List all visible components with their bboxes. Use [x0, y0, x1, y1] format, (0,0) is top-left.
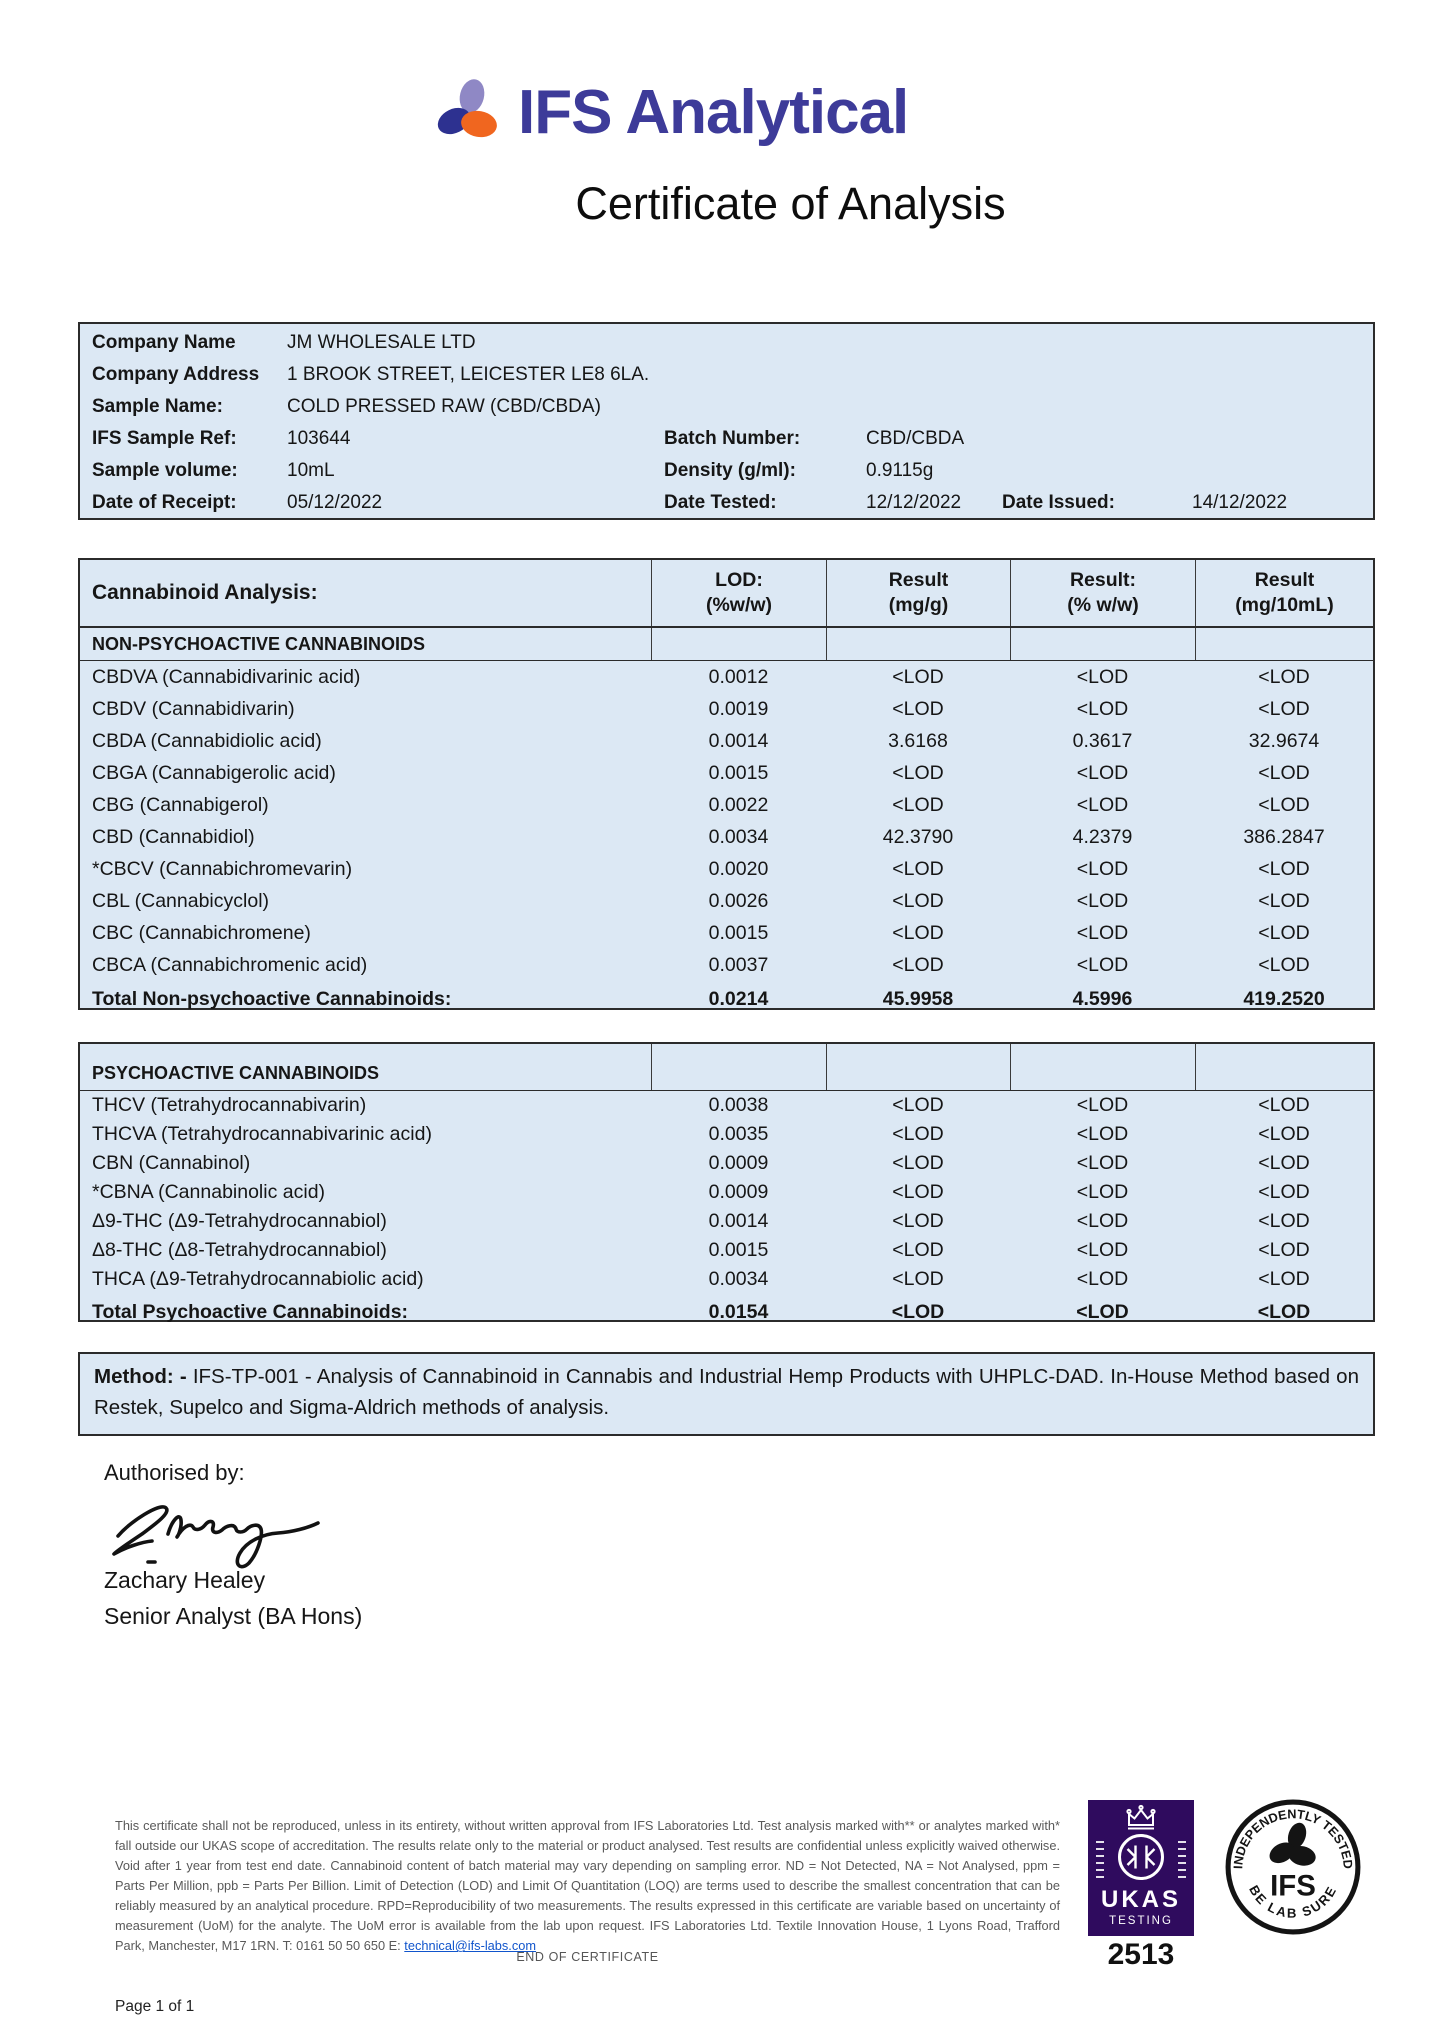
result-mg-g: <LOD: [892, 761, 944, 784]
result-mg-g: <LOD: [892, 1239, 944, 1261]
lod-value: 0.0015: [708, 921, 769, 944]
company-name-label: Company Name: [92, 332, 236, 353]
date-issued-label: Date Issued:: [1002, 492, 1115, 513]
legal-text: This certificate shall not be reproduced, unless in its entirety, without written approval from IFS Laboratories Ltd. Test analysis marked with** or analytes marked with* fall outside our UKAS scope of accreditation. The results relate only to the material or product analysed. Test results are confidential unless explicitly waived otherwise. Void after 1 year from test end date. Cannabinoid content of batch material may vary depending on sampling error. ND = Not Detected, NA = Not Analysed, ppm = Parts Per Million, ppb = Parts Per Billion. Limit of Detection (LOD) and Limit Of Quantitation (LOQ) are terms used to describe the smallest concentration that can be reliably measured by an analytical procedure. RPD=Reproducibility of two measurements. The results expressed in this certificate are variable based on uncertainty of measurement (UoM) for the analyte. The UoM error is available from the lab upon request. IFS Laboratories Ltd. Textile Innovation House, 1 Lyons Road, Trafford Park, Manchester, M17 1RN. T: 0161 50 50 650 E: technical@ifs-labs.com: [115, 1817, 1060, 1954]
table-row: [80, 1149, 1373, 1178]
psychoactive-table: [78, 1042, 1375, 1322]
result-mg-10ml: <LOD: [1258, 889, 1310, 912]
info-row-dates: [80, 487, 1373, 519]
company-name-value: JM WHOLESALE LTD: [287, 332, 476, 353]
lod-value: 0.0019: [708, 697, 769, 720]
sample-name-label: Sample Name:: [92, 396, 223, 417]
table-row: [80, 661, 1373, 693]
result-mg-g: <LOD: [892, 1094, 944, 1116]
total-mg-10ml: 419.2520: [1243, 987, 1325, 1010]
svg-text:UKAS: UKAS: [1100, 1886, 1182, 1913]
result-mg-g: <LOD: [892, 1152, 944, 1174]
sample-volume-value: 10mL: [287, 460, 335, 481]
result-mg-g: 3.6168: [888, 729, 948, 752]
table-row: [80, 1091, 1373, 1120]
lod-value: 0.0015: [708, 1239, 769, 1261]
non-psychoactive-section-title: NON-PSYCHOACTIVE CANNABINOIDS: [92, 633, 426, 654]
table-row: [80, 821, 1373, 853]
lod-value: 0.0038: [708, 1094, 769, 1116]
svg-text:BE LAB SURE: BE LAB SURE: [1246, 1882, 1340, 1921]
result-mg-10ml: <LOD: [1258, 1152, 1310, 1174]
total-label: Total Psychoactive Cannabinoids:: [92, 1300, 409, 1323]
date-issued-value: 14/12/2022: [1192, 492, 1288, 513]
total-pct: <LOD: [1076, 1300, 1129, 1323]
result-pct: <LOD: [1076, 761, 1129, 784]
cannabinoid-name: Δ9-THC (Δ9-Tetrahydrocannabiol): [92, 1210, 387, 1232]
non-psychoactive-section-row: [80, 628, 1373, 661]
result-pct-column-header: Result: (% w/w): [1010, 560, 1195, 626]
lod-value: 0.0014: [708, 729, 769, 752]
analysis-table-header: [80, 560, 1373, 628]
result-mg-g: <LOD: [892, 1268, 944, 1290]
total-mg-g: <LOD: [891, 1300, 945, 1323]
info-row-company-address: [80, 359, 1373, 391]
result-pct: <LOD: [1076, 665, 1129, 688]
ukas-accreditation-number: 2513: [1107, 1938, 1175, 1971]
ifs-sample-ref-label: IFS Sample Ref:: [92, 428, 237, 449]
brand-logo-text: IFS Analytical: [518, 78, 909, 147]
analyst-role: Senior Analyst (BA Hons): [104, 1603, 363, 1629]
lod-value: 0.0012: [708, 665, 769, 688]
result-pct: <LOD: [1076, 953, 1129, 976]
analysis-header-title: Cannabinoid Analysis:: [92, 581, 318, 605]
result-mg-g: 42.3790: [882, 825, 954, 848]
date-tested-value: 12/12/2022: [866, 492, 962, 513]
lod-value: 0.0034: [708, 825, 769, 848]
result-mg-10ml: <LOD: [1258, 761, 1310, 784]
cannabinoid-name: CBG (Cannabigerol): [92, 793, 269, 816]
cannabinoid-analysis-table: [78, 558, 1375, 1010]
table-row: [80, 949, 1373, 981]
info-row-sample-ref: [80, 423, 1373, 455]
table-row: [80, 725, 1373, 757]
cannabinoid-name: CBGA (Cannabigerolic acid): [92, 761, 336, 784]
total-row: [80, 981, 1373, 1017]
method-label: Method: -: [94, 1365, 187, 1388]
authorised-by-label: Authorised by:: [104, 1460, 245, 1485]
cannabinoid-name: THCV (Tetrahydrocannabivarin): [92, 1094, 367, 1116]
lod-value: 0.0035: [708, 1123, 769, 1145]
lod-value: 0.0037: [708, 953, 769, 976]
table-row: [80, 1236, 1373, 1265]
ifs-trefoil-icon: [430, 74, 506, 151]
result-pct: 4.2379: [1072, 825, 1133, 848]
result-mg-g: <LOD: [892, 857, 944, 880]
result-mg-10ml: <LOD: [1258, 857, 1310, 880]
ukas-logo: [1088, 1800, 1194, 1941]
table-row: [80, 1178, 1373, 1207]
result-mg-g: <LOD: [892, 1123, 944, 1145]
result-mg-g: <LOD: [892, 1181, 944, 1203]
result-pct: <LOD: [1076, 1123, 1129, 1145]
cannabinoid-name: CBCA (Cannabichromenic acid): [92, 953, 368, 976]
result-mg-10ml: <LOD: [1258, 1210, 1310, 1232]
date-of-receipt-value: 05/12/2022: [287, 492, 383, 513]
result-mg-g: <LOD: [892, 889, 944, 912]
company-address-label: Company Address: [92, 364, 260, 385]
total-mg-g: 45.9958: [882, 987, 954, 1010]
lod-value: 0.0009: [708, 1181, 769, 1203]
result-mg-10ml: 32.9674: [1248, 729, 1320, 752]
result-pct: <LOD: [1076, 857, 1129, 880]
result-pct: <LOD: [1076, 1268, 1129, 1290]
table-row: [80, 693, 1373, 725]
result-mg-10ml: <LOD: [1258, 1239, 1310, 1261]
psychoactive-section-title: PSYCHOACTIVE CANNABINOIDS: [92, 1063, 380, 1083]
result-mg-g-column-header: Result (mg/g): [826, 560, 1010, 626]
total-lod: 0.0214: [708, 987, 769, 1010]
lod-value: 0.0022: [708, 793, 769, 816]
result-pct: <LOD: [1076, 1094, 1129, 1116]
cannabinoid-name: CBDVA (Cannabidivarinic acid): [92, 665, 361, 688]
info-row-sample-name: [80, 391, 1373, 423]
cannabinoid-name: THCA (Δ9-Tetrahydrocannabiolic acid): [92, 1268, 424, 1290]
cannabinoid-name: Δ8-THC (Δ8-Tetrahydrocannabiol): [92, 1239, 387, 1261]
total-row: [80, 1294, 1373, 1330]
lod-value: 0.0026: [708, 889, 769, 912]
result-mg-10ml: <LOD: [1258, 953, 1310, 976]
ifs-sample-ref-value: 103644: [287, 428, 351, 449]
lod-value: 0.0020: [708, 857, 769, 880]
result-mg-10ml: <LOD: [1258, 793, 1310, 816]
sample-name-value: COLD PRESSED RAW (CBD/CBDA): [287, 396, 601, 417]
result-pct: <LOD: [1076, 793, 1129, 816]
result-mg-g: <LOD: [892, 1210, 944, 1232]
table-row: [80, 1120, 1373, 1149]
svg-text:TESTING: TESTING: [1109, 1915, 1173, 1927]
info-row-sample-volume: [80, 455, 1373, 487]
lod-column-header: LOD: (%w/w): [651, 560, 826, 626]
date-tested-label: Date Tested:: [664, 492, 777, 513]
result-mg-10ml-column-header: Result (mg/10mL): [1195, 560, 1373, 626]
psychoactive-table-top-strip: [80, 1044, 1373, 1057]
signature-image: [108, 1490, 338, 1579]
result-mg-10ml: <LOD: [1258, 1094, 1310, 1116]
cannabinoid-name: CBL (Cannabicyclol): [92, 889, 270, 912]
result-mg-g: <LOD: [892, 665, 944, 688]
certificate-title: Certificate of Analysis: [575, 178, 1006, 229]
cannabinoid-name: CBD (Cannabidiol): [92, 825, 255, 848]
info-row-company-name: [80, 327, 1373, 359]
table-row: [80, 885, 1373, 917]
table-row: [80, 917, 1373, 949]
result-pct: <LOD: [1076, 697, 1129, 720]
svg-text:INDEPENDENTLY TESTED: INDEPENDENTLY TESTED: [1231, 1807, 1355, 1870]
result-mg-10ml: <LOD: [1258, 1181, 1310, 1203]
result-pct: <LOD: [1076, 921, 1129, 944]
result-mg-g: <LOD: [892, 697, 944, 720]
ifs-seal: [1222, 1796, 1364, 1943]
result-pct: <LOD: [1076, 1239, 1129, 1261]
lod-value: 0.0015: [708, 761, 769, 784]
cannabinoid-name: CBN (Cannabinol): [92, 1152, 251, 1174]
email-link[interactable]: technical@ifs-labs.com: [404, 1938, 537, 1954]
result-pct: <LOD: [1076, 1210, 1129, 1232]
psychoactive-section-row: [80, 1057, 1373, 1091]
density-value: 0.9115g: [866, 460, 934, 481]
cannabinoid-name: *CBCV (Cannabichromevarin): [92, 857, 353, 880]
result-pct: <LOD: [1076, 1152, 1129, 1174]
end-of-certificate-label: END OF CERTIFICATE: [516, 1950, 659, 1964]
method-box: [78, 1352, 1375, 1436]
date-of-receipt-label: Date of Receipt:: [92, 492, 237, 513]
lod-value: 0.0034: [708, 1268, 769, 1290]
result-pct: <LOD: [1076, 1181, 1129, 1203]
lod-value: 0.0009: [708, 1152, 769, 1174]
result-mg-10ml: <LOD: [1258, 1123, 1310, 1145]
page-number: Page 1 of 1: [115, 1998, 195, 2015]
table-row: [80, 853, 1373, 885]
table-row: [80, 1265, 1373, 1294]
sample-volume-label: Sample volume:: [92, 460, 238, 481]
svg-text:IFS: IFS: [1270, 1869, 1316, 1903]
cannabinoid-name: CBDV (Cannabidivarin): [92, 697, 295, 720]
result-mg-10ml: 386.2847: [1243, 825, 1325, 848]
lod-value: 0.0014: [708, 1210, 769, 1232]
table-row: [80, 757, 1373, 789]
analyst-name: Zachary Healey: [104, 1567, 266, 1593]
table-row: [80, 789, 1373, 821]
cannabinoid-name: *CBNA (Cannabinolic acid): [92, 1181, 326, 1203]
total-label: Total Non-psychoactive Cannabinoids:: [92, 987, 452, 1010]
total-pct: 4.5996: [1072, 987, 1133, 1010]
result-mg-g: <LOD: [892, 793, 944, 816]
total-lod: 0.0154: [708, 1300, 769, 1323]
total-mg-10ml: <LOD: [1257, 1300, 1311, 1323]
result-mg-g: <LOD: [892, 953, 944, 976]
result-mg-10ml: <LOD: [1258, 1268, 1310, 1290]
batch-number-value: CBD/CBDA: [866, 428, 965, 449]
result-mg-10ml: <LOD: [1258, 665, 1310, 688]
cannabinoid-name: CBC (Cannabichromene): [92, 921, 311, 944]
cannabinoid-name: THCVA (Tetrahydrocannabivarinic acid): [92, 1123, 432, 1145]
result-pct: 0.3617: [1072, 729, 1133, 752]
result-mg-10ml: <LOD: [1258, 921, 1310, 944]
cannabinoid-name: CBDA (Cannabidiolic acid): [92, 729, 322, 752]
result-mg-g: <LOD: [892, 921, 944, 944]
brand-logo: [430, 74, 908, 151]
company-address-value: 1 BROOK STREET, LEICESTER LE8 6LA.: [287, 364, 650, 385]
result-mg-10ml: <LOD: [1258, 697, 1310, 720]
sample-info-table: [78, 322, 1375, 520]
density-label: Density (g/ml):: [664, 460, 796, 481]
result-pct: <LOD: [1076, 889, 1129, 912]
method-text: IFS-TP-001 - Analysis of Cannabinoid in Cannabis and Industrial Hemp Products with UHPLC-DAD. In-House Method based on Restek, Supelco and Sigma-Aldrich methods of analysis.: [94, 1365, 1359, 1419]
batch-number-label: Batch Number:: [664, 428, 801, 449]
table-row: [80, 1207, 1373, 1236]
